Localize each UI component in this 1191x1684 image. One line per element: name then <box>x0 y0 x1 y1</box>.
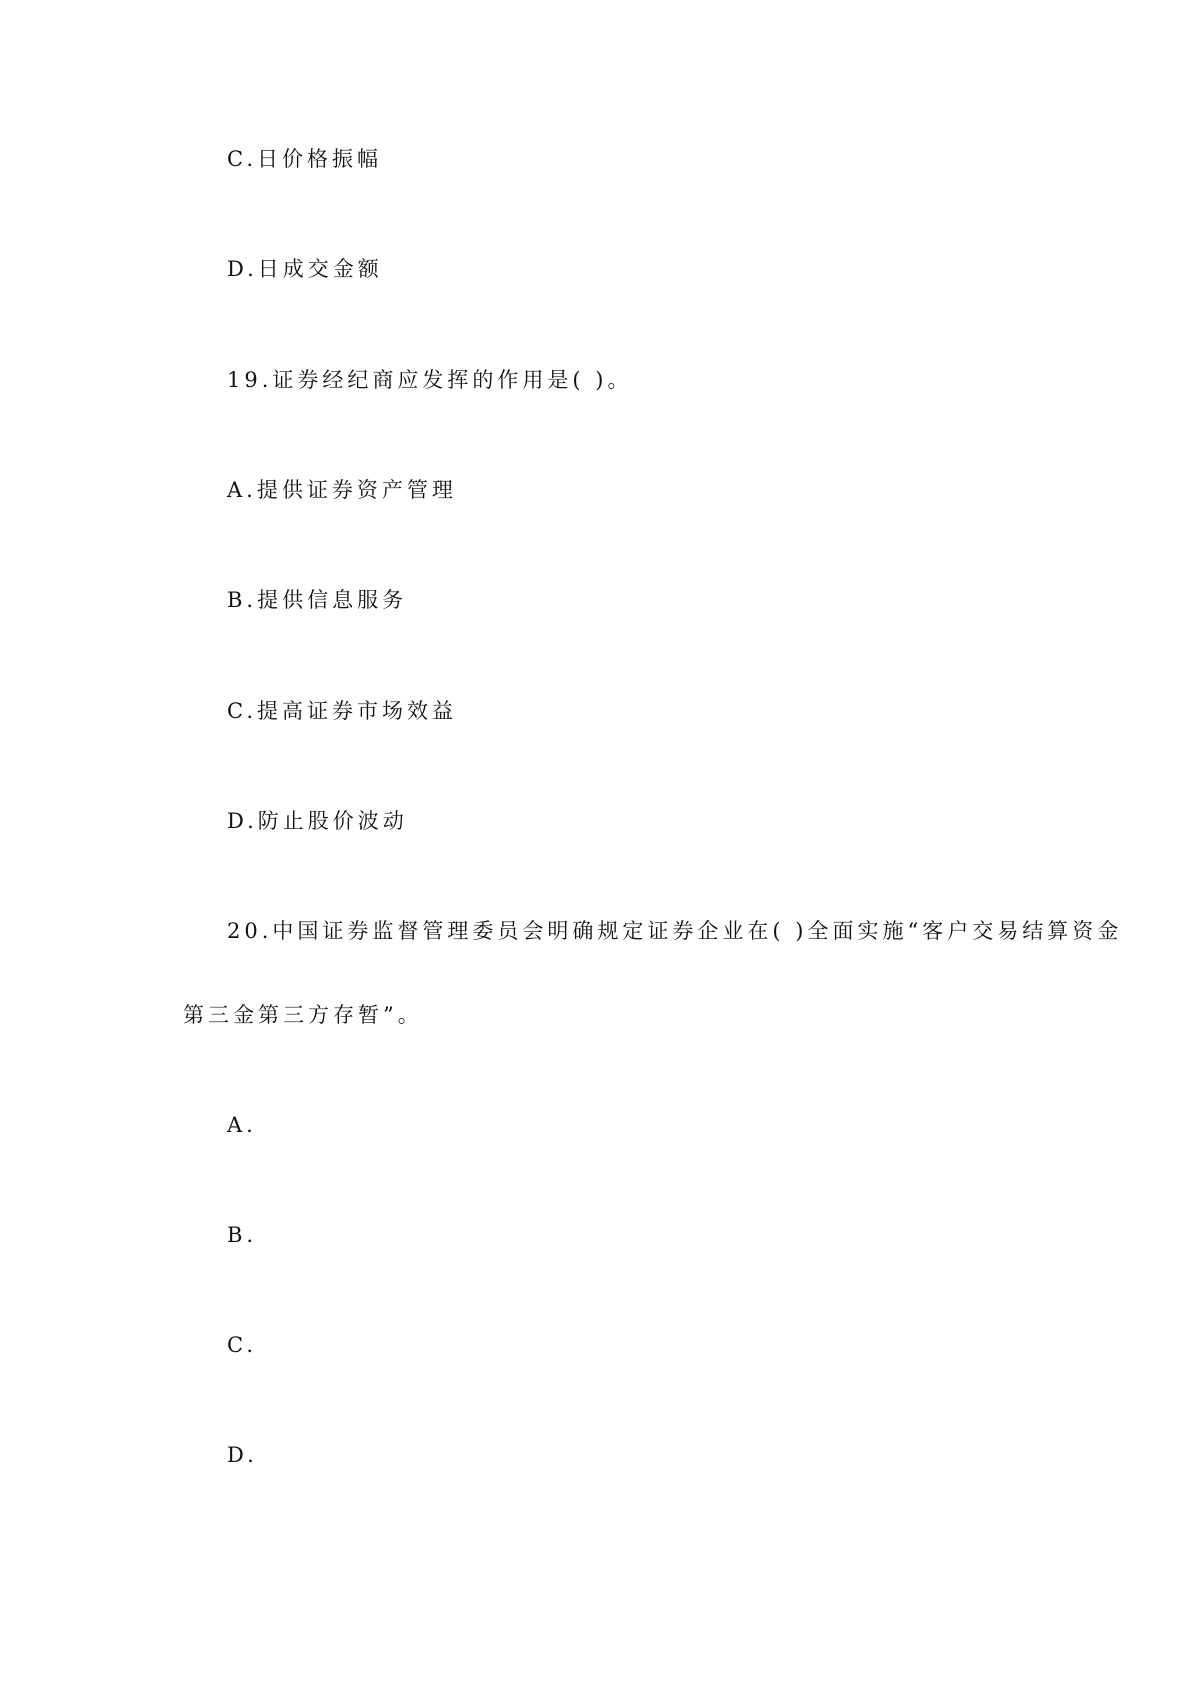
option-d-label: D. <box>227 1443 258 1467</box>
option-d-text: D.日成交金额 <box>227 257 383 281</box>
question-19-text: 19.证券经纪商应发挥的作用是( )。 <box>227 368 633 392</box>
option-d-text: D.防止股价波动 <box>227 809 408 833</box>
option-b-label: B. <box>227 1223 258 1247</box>
option-c-text: C.提高证券市场效益 <box>227 699 457 723</box>
option-c-label: C. <box>227 1333 257 1357</box>
question-20-text: 20.中国证券监督管理委员会明确规定证券企业在( )全面实施“客户交易结算资金 <box>227 919 1123 943</box>
option-a-label: A. <box>227 1113 257 1137</box>
option-b-text: B.提供信息服务 <box>227 588 408 612</box>
option-c-text: C.日价格振幅 <box>227 147 382 171</box>
question-20-continuation: 第三金第三方存暂”。 <box>183 1003 423 1027</box>
option-a-text: A.提供证券资产管理 <box>227 478 457 502</box>
